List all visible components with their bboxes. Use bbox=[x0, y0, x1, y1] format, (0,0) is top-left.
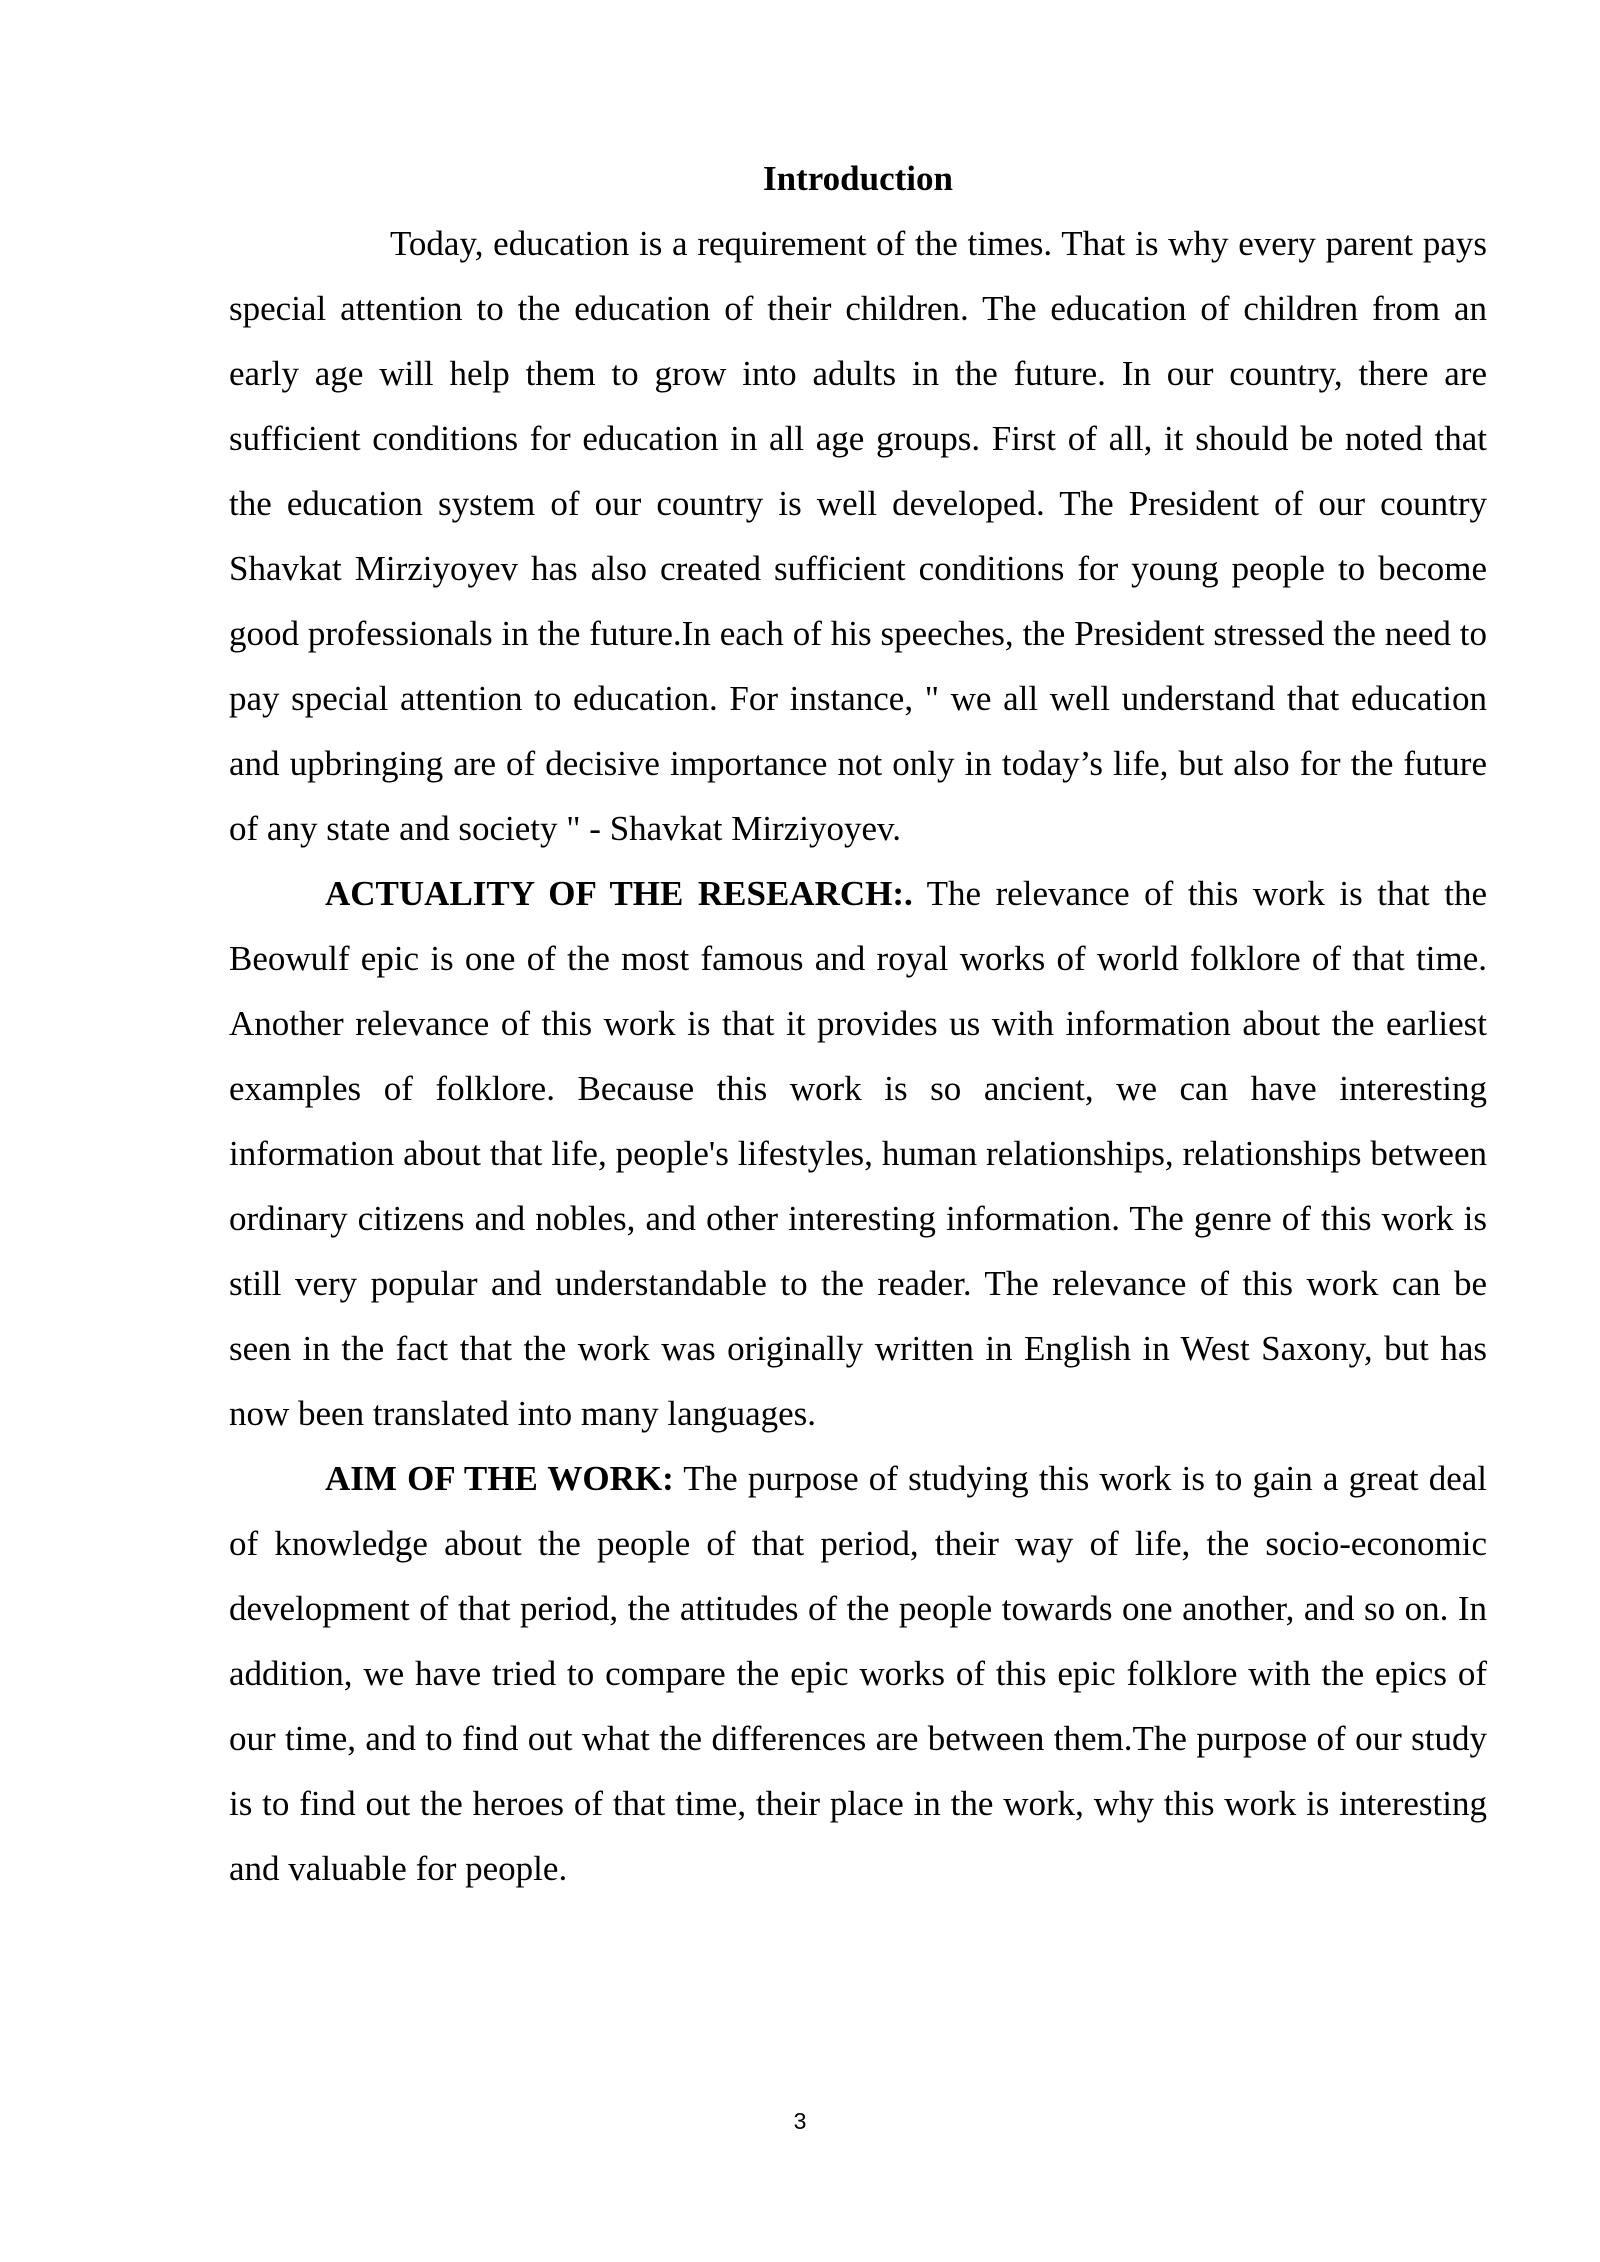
page-title: Introduction bbox=[763, 159, 953, 198]
aim-paragraph bbox=[229, 1446, 1487, 1901]
actuality-paragraph bbox=[229, 861, 1487, 1446]
page-number: 3 bbox=[793, 2108, 807, 2134]
page-content bbox=[229, 146, 1487, 1901]
aim-heading: AIM OF THE WORK: bbox=[325, 1459, 674, 1498]
actuality-text: The relevance of this work is that the Beowulf epic is one of the most famous and royal works of world folklore of that time. Another relevance of this work is that it provides us with information about the earliest examples of folklore. Because this work is so ancient, we can have interesting information about that life, people's lifestyles, human relationships, relationships between ordinary citizens and nobles, and other interesting information. The genre of this work is still very popular and understandable to the reader. The relevance of this work can be seen in the fact that the work was originally written in English in West Saxony, but has now been translated into many languages. bbox=[229, 874, 1487, 1433]
intro-paragraph: Today, education is a requirement of the times. That is why every parent pays special attention to the education of their children. The education of children from an early age will help them to grow into adults in the future. In our country, there are sufficient conditions for education in all age groups. First of all, it should be noted that the education system of our country is well developed. The President of our country Shavkat Mirziyoyev has also created sufficient conditions for young people to become good professionals in the future.In each of his speeches, the President stressed the need to pay special attention to education. For instance, " we all well understand that education and upbringing are of decisive importance not only in today’s life, but also for the future of any state and society " - Shavkat Mirziyoyev. bbox=[229, 224, 1487, 848]
actuality-heading: ACTUALITY OF THE RESEARCH:. bbox=[325, 874, 913, 913]
aim-text: The purpose of studying this work is to gain a great deal of knowledge about the people of that period, their way of life, the socio-economic development of that period, the attitudes of the people towards one another, and so on. In addition, we have tried to compare the epic works of this epic folklore with the epics of our time, and to find out what the differences are between them.The purpose of our study is to find out the heroes of that time, their place in the work, why this work is interesting and valuable for people. bbox=[229, 1459, 1488, 1888]
